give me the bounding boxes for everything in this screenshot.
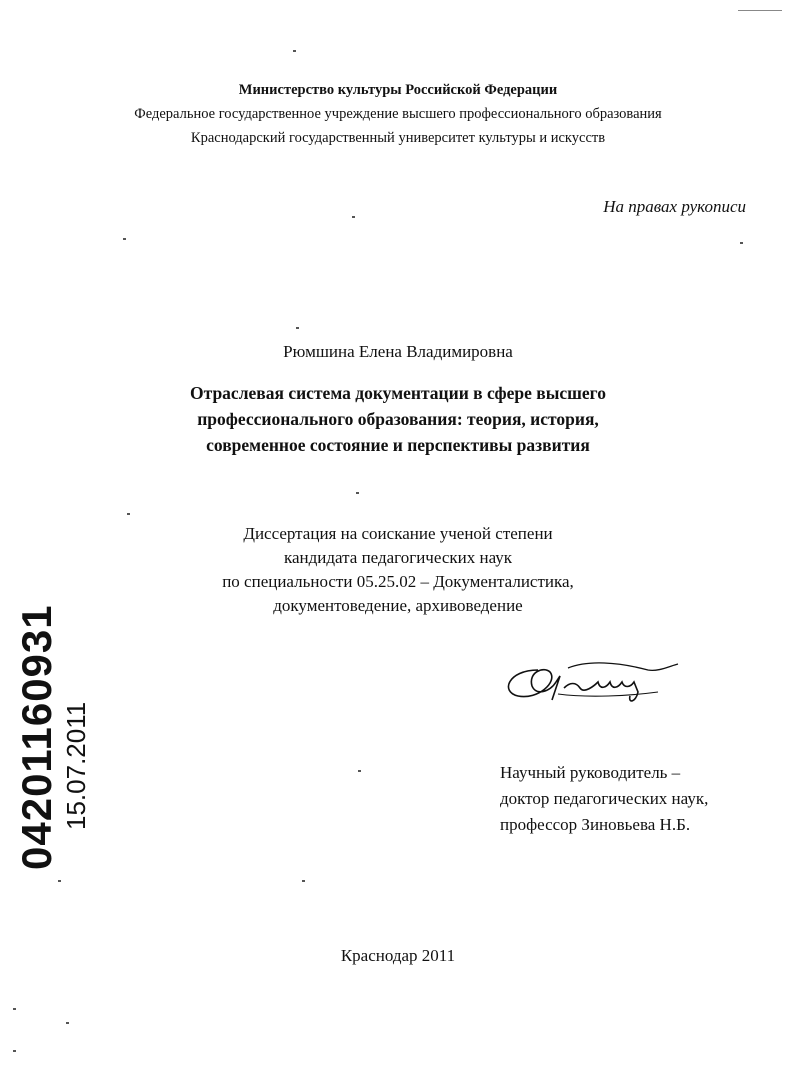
scan-speck bbox=[740, 242, 743, 244]
scan-speck bbox=[352, 216, 355, 218]
diss-line-1: Диссертация на соискание ученой степени bbox=[243, 524, 553, 543]
institution-type-line: Федеральное государственное учреждение высшего профессионального образования bbox=[134, 106, 662, 122]
scan-speck bbox=[296, 327, 299, 329]
title-line-3: современное состояние и перспективы развития bbox=[206, 435, 590, 455]
supervisor-info bbox=[500, 760, 708, 838]
title-line-1: Отраслевая система документации в сфере высшего bbox=[190, 383, 606, 403]
dissertation-title bbox=[0, 380, 796, 458]
author-name: Рюмшина Елена Владимировна bbox=[283, 342, 513, 361]
scan-speck bbox=[66, 1022, 69, 1024]
scan-speck bbox=[293, 50, 296, 52]
rights-note: На правах рукописи bbox=[603, 197, 746, 216]
scan-speck bbox=[358, 770, 361, 772]
stamp-code: 04201160931 bbox=[13, 604, 60, 870]
scan-speck bbox=[356, 492, 359, 494]
diss-line-4: документоведение, архивоведение bbox=[273, 596, 523, 615]
stamp-date: 15.07.2011 bbox=[61, 701, 91, 830]
supervisor-line-3: профессор Зиновьева Н.Б. bbox=[500, 815, 691, 834]
scan-speck bbox=[127, 513, 130, 515]
scan-mark bbox=[738, 10, 782, 11]
ministry-line: Министерство культуры Российской Федерации bbox=[238, 82, 558, 98]
diss-line-2: кандидата педагогических наук bbox=[283, 548, 513, 567]
scan-speck bbox=[13, 1050, 16, 1052]
dissertation-info bbox=[0, 522, 796, 618]
diss-line-3: по специальности 05.25.02 – Документалистика, bbox=[222, 572, 574, 591]
scan-speck bbox=[302, 880, 305, 882]
city-year: Краснодар 2011 bbox=[340, 946, 456, 965]
title-line-2: профессионального образования: теория, история, bbox=[197, 409, 599, 429]
university-line: Краснодарский государственный университет культуры и искусств bbox=[190, 130, 606, 146]
scan-speck bbox=[123, 238, 126, 240]
supervisor-line-2: доктор педагогических наук, bbox=[500, 789, 709, 808]
scan-speck bbox=[58, 880, 61, 882]
signature-image bbox=[498, 652, 688, 712]
library-stamp bbox=[15, 604, 91, 870]
scan-speck bbox=[13, 1008, 16, 1010]
institution-header bbox=[0, 78, 796, 150]
supervisor-line-1: Научный руководитель – bbox=[500, 763, 681, 782]
